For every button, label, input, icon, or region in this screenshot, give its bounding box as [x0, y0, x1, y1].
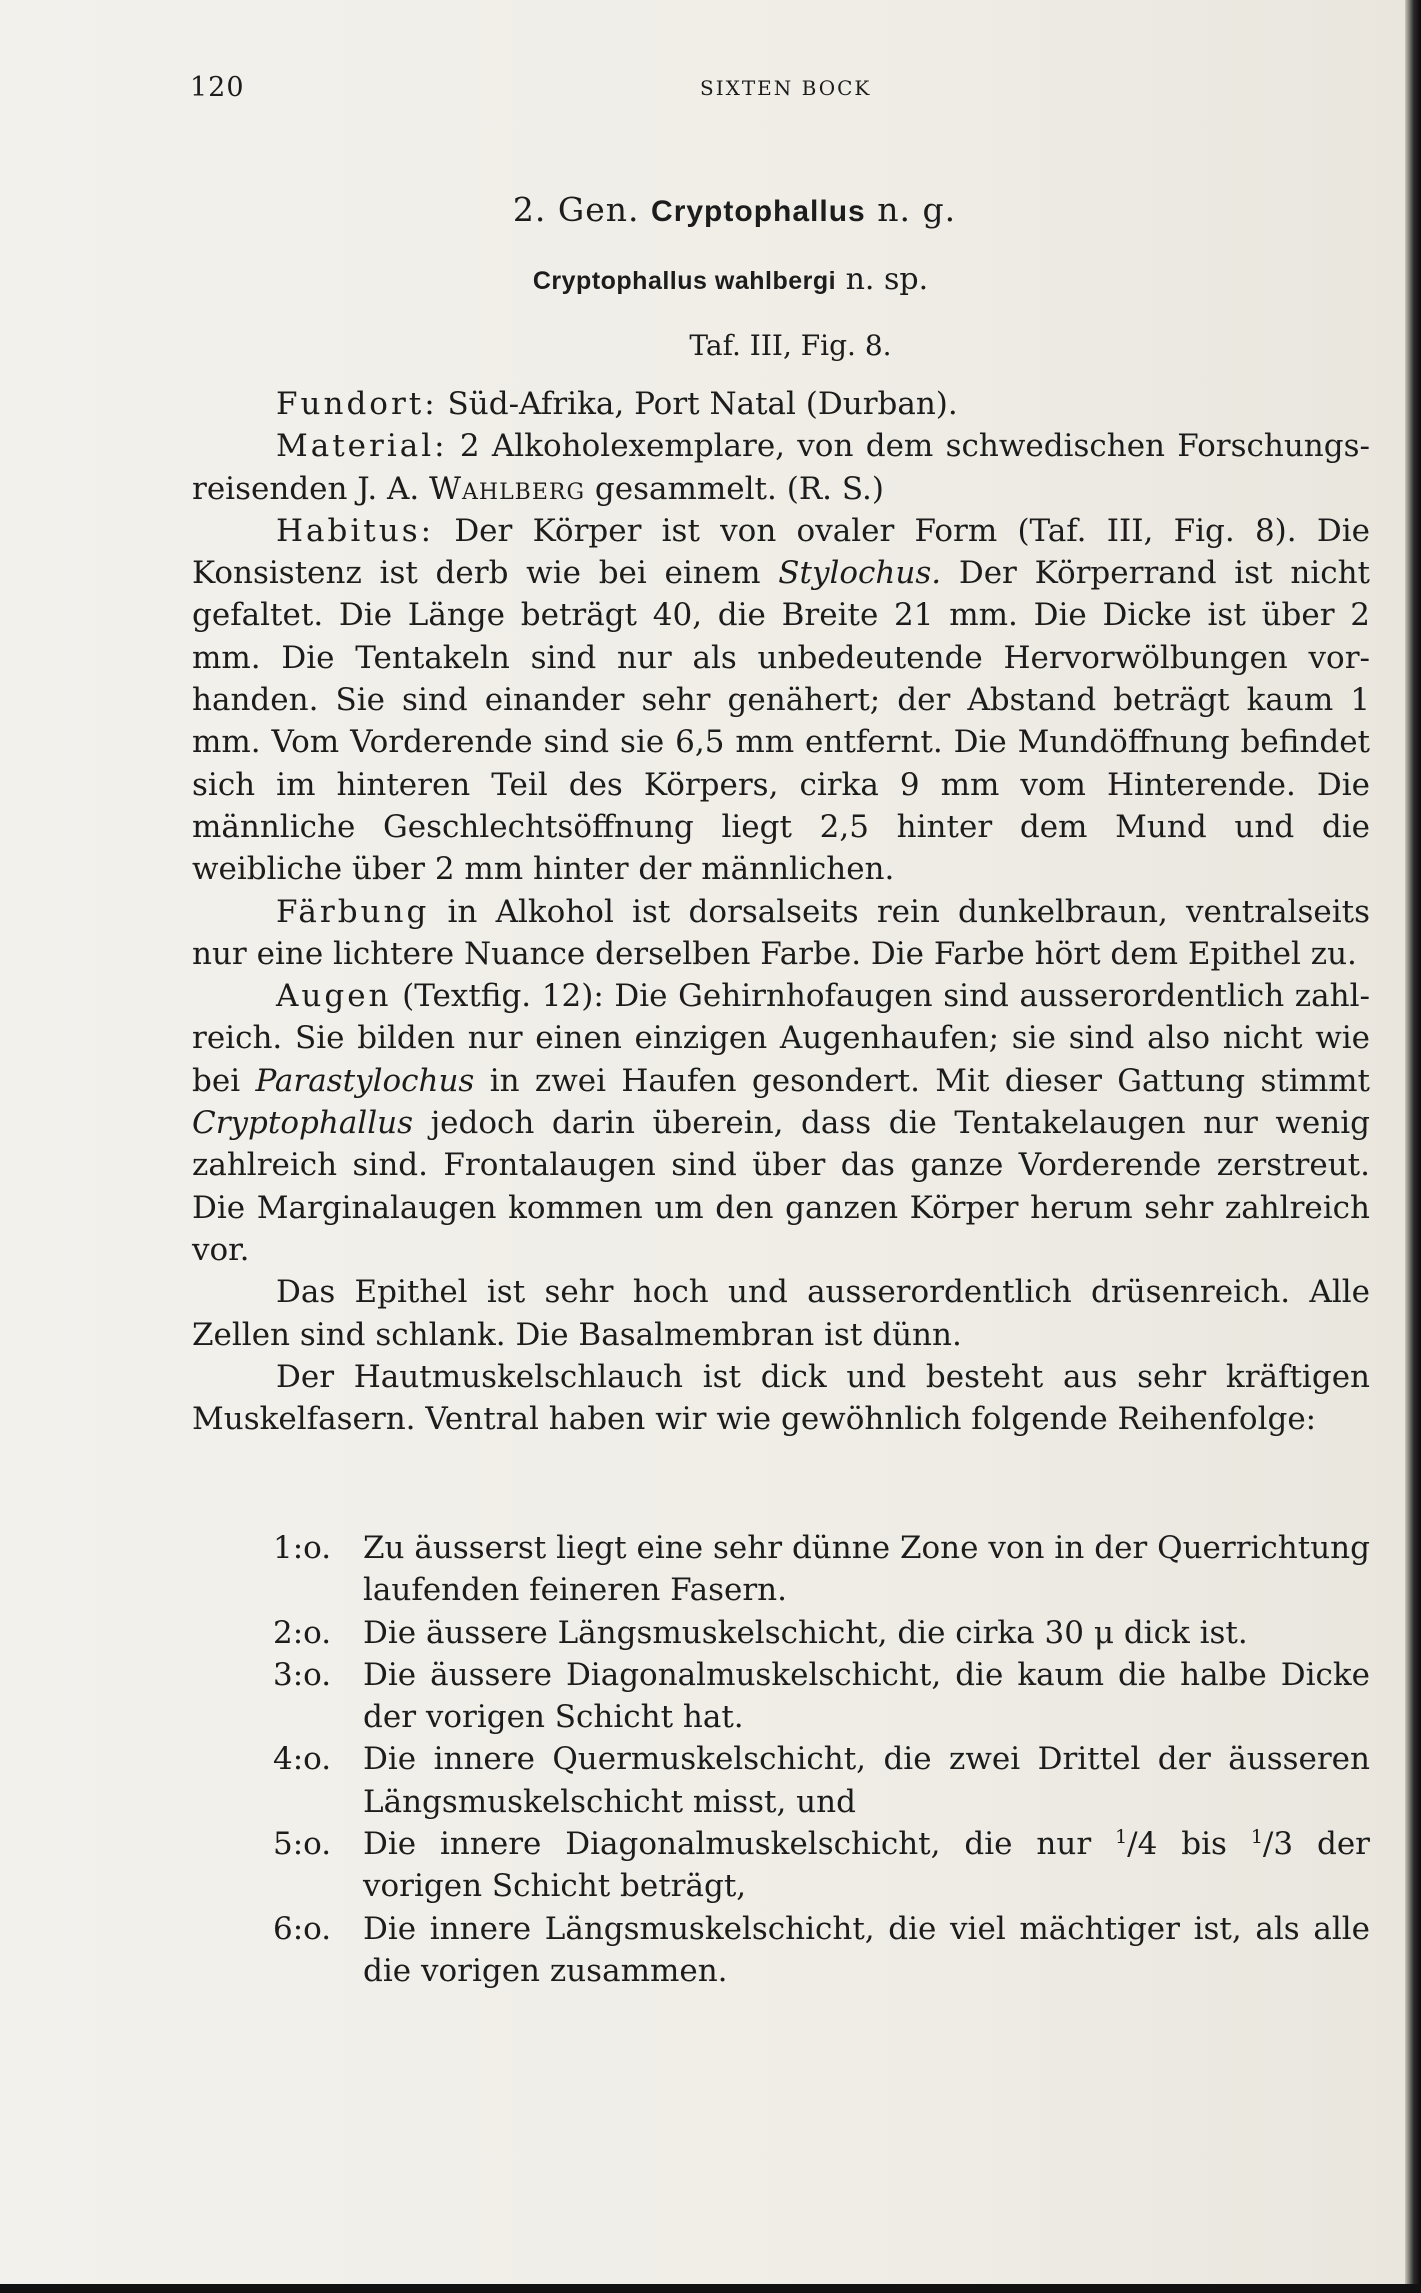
augen-genus-ref-2: Cryptophallus — [192, 1105, 414, 1142]
list-item — [273, 1527, 1370, 1612]
list-item — [273, 1823, 1370, 1908]
running-head — [190, 72, 1370, 104]
list-item-number: 2:o. — [273, 1614, 332, 1651]
collector-name: Wahlberg — [429, 470, 586, 507]
list-item-number: 3:o. — [273, 1656, 332, 1693]
habitus-label: Habitus: — [276, 512, 435, 549]
list-item-text: Die innere Längsmuskelschicht, die viel mächtiger ist, als alle die vorigen zusammen. — [363, 1910, 1370, 1989]
material-label: Material: — [276, 428, 448, 465]
list-item-mid: bis — [1181, 1826, 1227, 1863]
list-item — [273, 1908, 1370, 1993]
genus-name: Cryptophallus — [651, 195, 866, 228]
fraction-1-denominator: /4 — [1127, 1826, 1158, 1863]
augen-text-b: in zwei Haufen gesondert. Mit dieser Gattung stimmt — [489, 1062, 1371, 1099]
page-bottom-edge — [0, 2284, 1421, 2293]
muscle-paragraph: Der Hautmuskelschlauch ist dick und besteht aus sehr kräftigen Muskelfasern. Ventral haben wir wie gewöhnlich folgende Reihenfolge: — [192, 1358, 1370, 1438]
genus-prefix: 2. Gen. — [512, 190, 640, 229]
faerbung-text: in Alkohol ist dorsalseits rein dunkelbraun, ventralseits nur eine lichtere Nuance derselben Farbe. Die Farbe hört dem Epithel zu. — [192, 893, 1371, 972]
list-item — [273, 1738, 1370, 1823]
running-title: SIXTEN BOCK — [700, 76, 872, 100]
augen-label: Augen — [276, 978, 392, 1015]
augen-genus-ref-1: Parastylochus — [255, 1062, 475, 1099]
faerbung-label: Färbung — [276, 893, 430, 930]
page-binding-edge — [1405, 0, 1421, 2293]
genus-heading — [0, 190, 1421, 229]
species-suffix: n. sp. — [845, 262, 929, 297]
plate-reference: Taf. III, Fig. 8. — [689, 329, 892, 362]
muscle-layer-list — [273, 1527, 1370, 1992]
fundort-paragraph — [192, 383, 1370, 425]
list-item-number: 4:o. — [273, 1741, 332, 1778]
fundort-text: Süd-Afrika, Port Natal (Durban). — [447, 386, 958, 422]
habitus-genus-ref: Stylochus. — [778, 555, 942, 592]
list-item-text-a: Die innere Diagonalmuskelschicht, die nur — [363, 1826, 1092, 1863]
fraction-1-numerator: 1 — [1115, 1826, 1128, 1849]
list-item-number: 6:o. — [273, 1910, 332, 1947]
genus-suffix: n. g. — [877, 190, 957, 229]
species-heading — [0, 262, 1421, 297]
habitus-paragraph — [192, 510, 1370, 891]
material-text-a: 2 Alkoholexemplare, von dem schwedischen Forschungsreisenden J. A. — [192, 428, 1370, 507]
species-name: Cryptophallus wahlbergi — [532, 267, 837, 295]
list-item-text: Zu äusserst liegt eine sehr dünne Zone von in der Querrichtung laufenden feineren Fasern. — [363, 1530, 1370, 1609]
augen-paragraph — [192, 975, 1370, 1271]
page-number: 120 — [190, 72, 245, 103]
list-item-number: 1:o. — [273, 1530, 332, 1566]
list-item — [273, 1654, 1370, 1739]
list-item-text: Die innere Quermuskelschicht, die zwei Drittel der äusseren Längsmuskelschicht misst, und — [363, 1741, 1370, 1820]
material-paragraph — [192, 425, 1370, 510]
list-item — [273, 1612, 1370, 1654]
list-item-text: Die äussere Diagonalmuskelschicht, die kaum die halbe Dicke der vorigen Schicht hat. — [363, 1656, 1370, 1736]
fraction-2-numerator: 1 — [1250, 1826, 1263, 1849]
augen-text-c: jedoch darin überein, dass die Tentakelaugen nur wenig zahlreich sind. Frontalaugen sind über das ganze Vorderende zerstreut. Die Marginalaugen kommen um den ganzen Körper herum sehr zahlreich vor. — [192, 1105, 1370, 1268]
list-item-text-b: der vorigen Schicht beträgt, — [363, 1826, 1370, 1905]
habitus-text-b: Der Körperrand ist nicht gefaltet. Die Länge beträgt 40, die Breite 21 mm. Die Dicke ist über 2 mm. Die Tentakeln sind nur als unbedeutende Hervorwölbungen vorhanden. Sie sind einander sehr genähert; der Abstand beträgt kaum 1 mm. Vom Vorderende sind sie 6,5 mm entfernt. Die Mundöffnung befindet sich im hinteren Teil des Körpers, cirka 9 mm vom Hinterende. Die männliche Geschlechtsöffnung liegt 2,5 hinter dem Mund und die weibliche über 2 mm hinter der männlichen. — [192, 555, 1370, 888]
description-body — [192, 383, 1370, 1440]
augen-text-a: (Textfig. 12): Die Gehirnhofaugen sind ausserordentlich zahlreich. Sie bilden nur einen einzigen Augenhaufen; sie sind also nicht wie bei — [192, 978, 1370, 1099]
epithel-paragraph: Das Epithel ist sehr hoch und ausserordentlich drüsenreich. Alle Zellen sind schlank. Die Basalmembran ist dünn. — [192, 1274, 1370, 1353]
material-text-b: gesammelt. (R. S.) — [594, 470, 884, 507]
fundort-label: Fundort: — [276, 386, 438, 422]
faerbung-paragraph — [192, 891, 1370, 976]
fraction-2-denominator: /3 — [1262, 1826, 1294, 1863]
list-item-text: Die äussere Längsmuskelschicht, die cirka 30 μ dick ist. — [363, 1614, 1248, 1651]
list-item-number: 5:o. — [273, 1826, 332, 1863]
habitus-text-a: Der Körper ist von ovaler Form (Taf. III, Fig. 8). Die Konsistenz ist derb wie bei einem — [192, 512, 1370, 592]
